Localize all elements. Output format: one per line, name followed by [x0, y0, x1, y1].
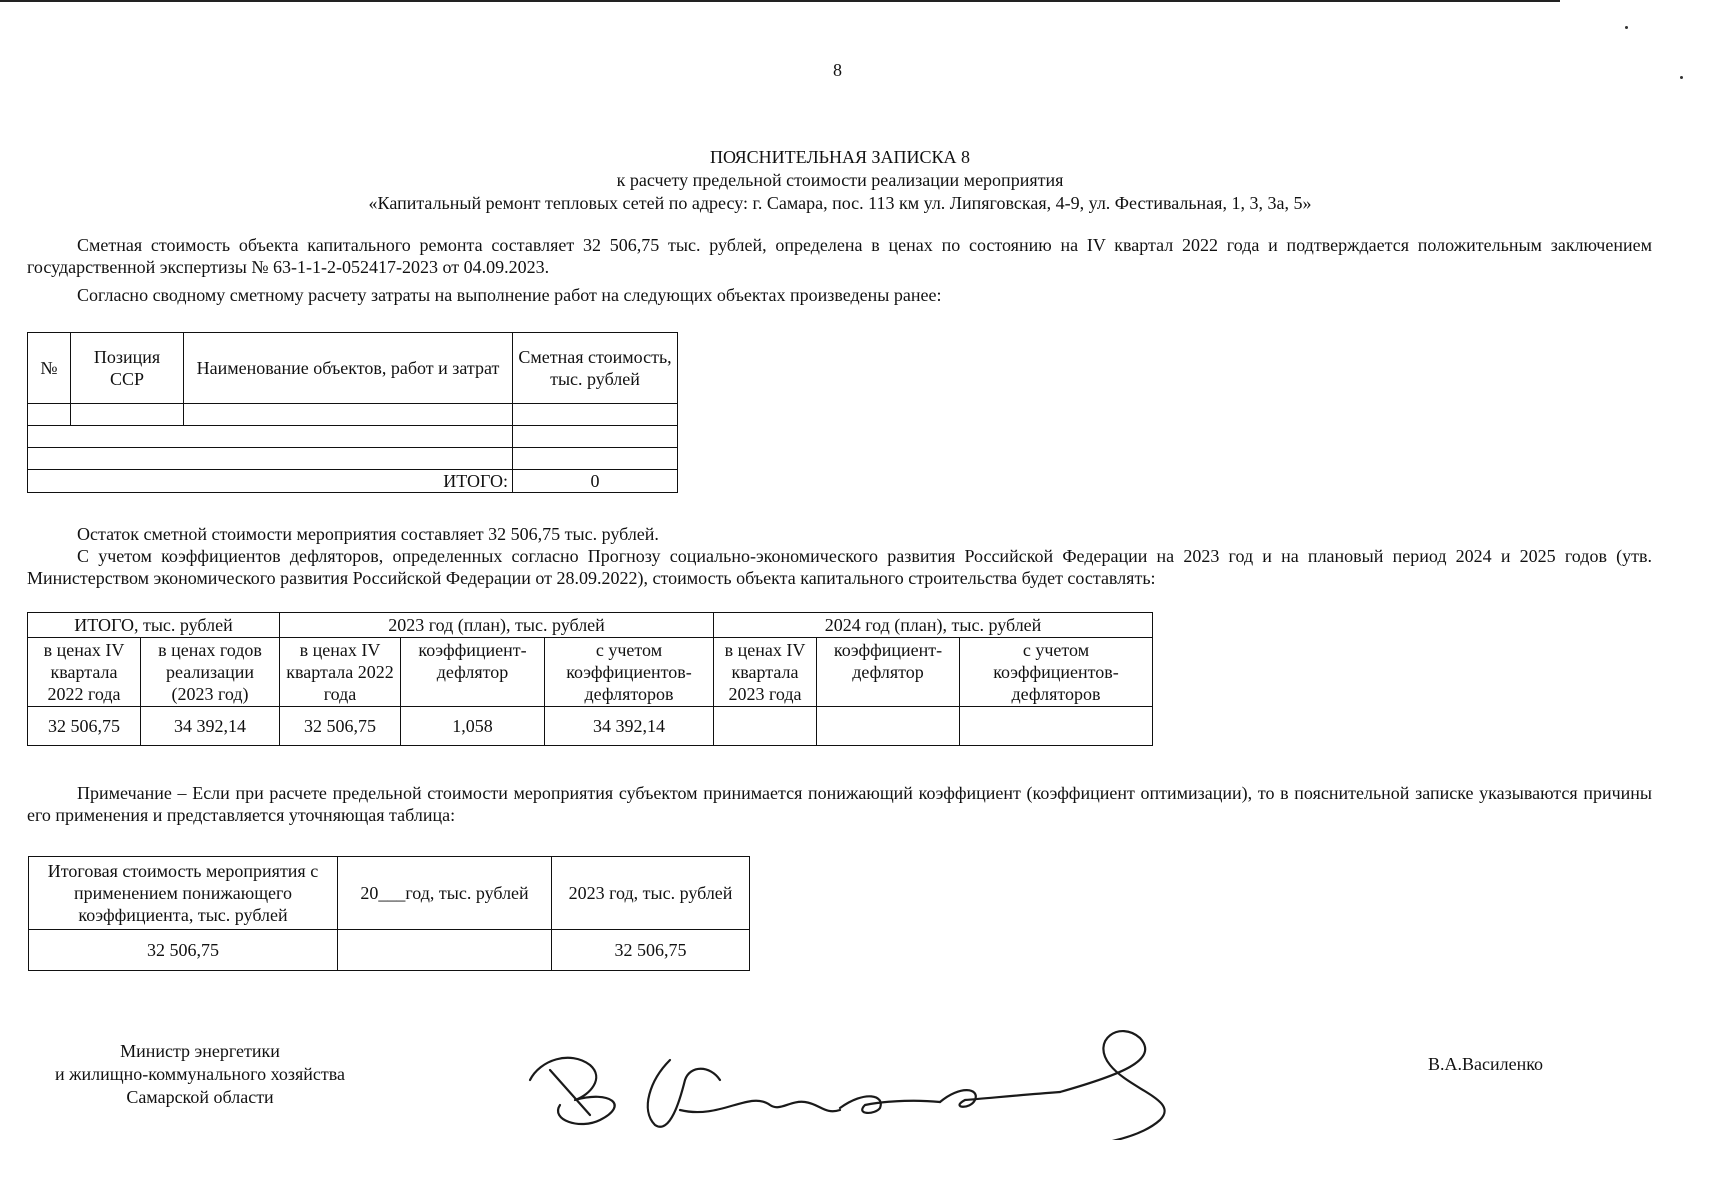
col-2023-prices-q4-2022: в ценах IV квартала 2022 года	[280, 638, 401, 707]
col-2024-prices-q4-2023: в ценах IV квартала 2023 года	[714, 638, 817, 707]
scan-speck	[1680, 76, 1683, 79]
value-cell	[817, 707, 960, 746]
col-number: №	[28, 333, 71, 404]
table-row	[28, 448, 678, 470]
total-value: 0	[513, 470, 678, 493]
title-line-2: к расчету предельной стоимости реализации мероприятия	[616, 170, 1064, 190]
reduced-cost-table	[28, 856, 750, 971]
value-cell: 34 392,14	[141, 707, 280, 746]
table-header-row	[29, 857, 750, 930]
table-header-row	[28, 333, 678, 404]
signer-line-1: Министр энергетики	[120, 1041, 280, 1061]
group-2023: 2023 год (план), тыс. рублей	[280, 613, 714, 638]
page-number: 8	[833, 60, 842, 80]
previous-works-table	[27, 332, 678, 493]
col-prices-years: в ценах годов реализации (2023 год)	[141, 638, 280, 707]
col-ssr-position: Позиция ССР	[71, 333, 184, 404]
value-cell	[714, 707, 817, 746]
col-prices-q4-2022: в ценах IV квартала 2022 года	[28, 638, 141, 707]
top-border-line	[0, 0, 1560, 2]
col-total-reduced: Итоговая стоимость мероприятия с применением понижающего коэффициента, тыс. рублей	[29, 857, 338, 930]
document-title	[0, 146, 1680, 215]
paragraph-note: Примечание – Если при расчете предельной стоимости мероприятия субъектом принимается понижающий коэффициент (коэффициент оптимизации), то в пояснительной записке указываются причины его применения и представляется уточняющая таблица:	[27, 783, 1652, 825]
table-header-row	[28, 638, 1153, 707]
value-cell: 32 506,75	[280, 707, 401, 746]
col-2023-with-deflators: с учетом коэффициентов-дефляторов	[545, 638, 714, 707]
table-row	[28, 426, 678, 448]
paragraph-estimate: Сметная стоимость объекта капитального ремонта составляет 32 506,75 тыс. рублей, определена в ценах по состоянию на IV квартал 2022 года и подтверждается положительным заключением государственной экспертизы № 63-1-1-2-052417-2023 от 04.09.2023.	[27, 235, 1652, 277]
deflator-table	[27, 612, 1153, 746]
col-2023: 2023 год, тыс. рублей	[552, 857, 750, 930]
value-cell: 34 392,14	[545, 707, 714, 746]
signer-line-3: Самарской области	[126, 1087, 274, 1107]
scan-speck	[1625, 26, 1628, 29]
total-label: ИТОГО:	[28, 470, 513, 493]
group-2024: 2024 год (план), тыс. рублей	[714, 613, 1153, 638]
paragraph-previous-costs: Согласно сводному сметному расчету затраты на выполнение работ на следующих объектах произведены ранее:	[77, 285, 942, 305]
table-row	[29, 930, 750, 971]
handwritten-signature	[520, 1020, 1240, 1140]
col-estimated-cost: Сметная стоимость, тыс. рублей	[513, 333, 678, 404]
table-total-row	[28, 470, 678, 493]
table-group-header-row	[28, 613, 1153, 638]
col-2023-deflator: коэффициент-дефлятор	[401, 638, 545, 707]
col-2024-deflator: коэффициент-дефлятор	[817, 638, 960, 707]
value-cell: 32 506,75	[29, 930, 338, 971]
col-year-blank: 20___год, тыс. рублей	[338, 857, 552, 930]
value-cell	[960, 707, 1153, 746]
value-cell	[338, 930, 552, 971]
paragraph-remaining: Остаток сметной стоимости мероприятия составляет 32 506,75 тыс. рублей.	[77, 524, 659, 544]
col-object-name: Наименование объектов, работ и затрат	[184, 333, 513, 404]
signer-position	[30, 1040, 370, 1109]
title-line-1: ПОЯСНИТЕЛЬНАЯ ЗАПИСКА 8	[709, 147, 971, 167]
table-row	[28, 404, 678, 426]
value-cell: 32 506,75	[28, 707, 141, 746]
signer-line-2: и жилищно-коммунального хозяйства	[54, 1064, 346, 1084]
col-2024-with-deflators: с учетом коэффициентов-дефляторов	[960, 638, 1153, 707]
title-line-3: «Капитальный ремонт тепловых сетей по адресу: г. Самара, пос. 113 км ул. Липяговская, 4-9, ул. Фестивальная, 1, 3, 3а, 5»	[368, 193, 1312, 213]
value-cell: 32 506,75	[552, 930, 750, 971]
signer-name: В.А.Василенко	[1428, 1054, 1544, 1074]
group-itogo: ИТОГО, тыс. рублей	[28, 613, 280, 638]
value-cell: 1,058	[401, 707, 545, 746]
table-row	[28, 707, 1153, 746]
paragraph-deflators: С учетом коэффициентов дефляторов, определенных согласно Прогнозу социально-экономического развития Российской Федерации на 2023 год и на плановый период 2024 и 2025 годов (утв. Министерством экономического развития Российской Федерации от 28.09.2022), стоимость объекта капитального строительства будет составлять:	[27, 546, 1652, 588]
